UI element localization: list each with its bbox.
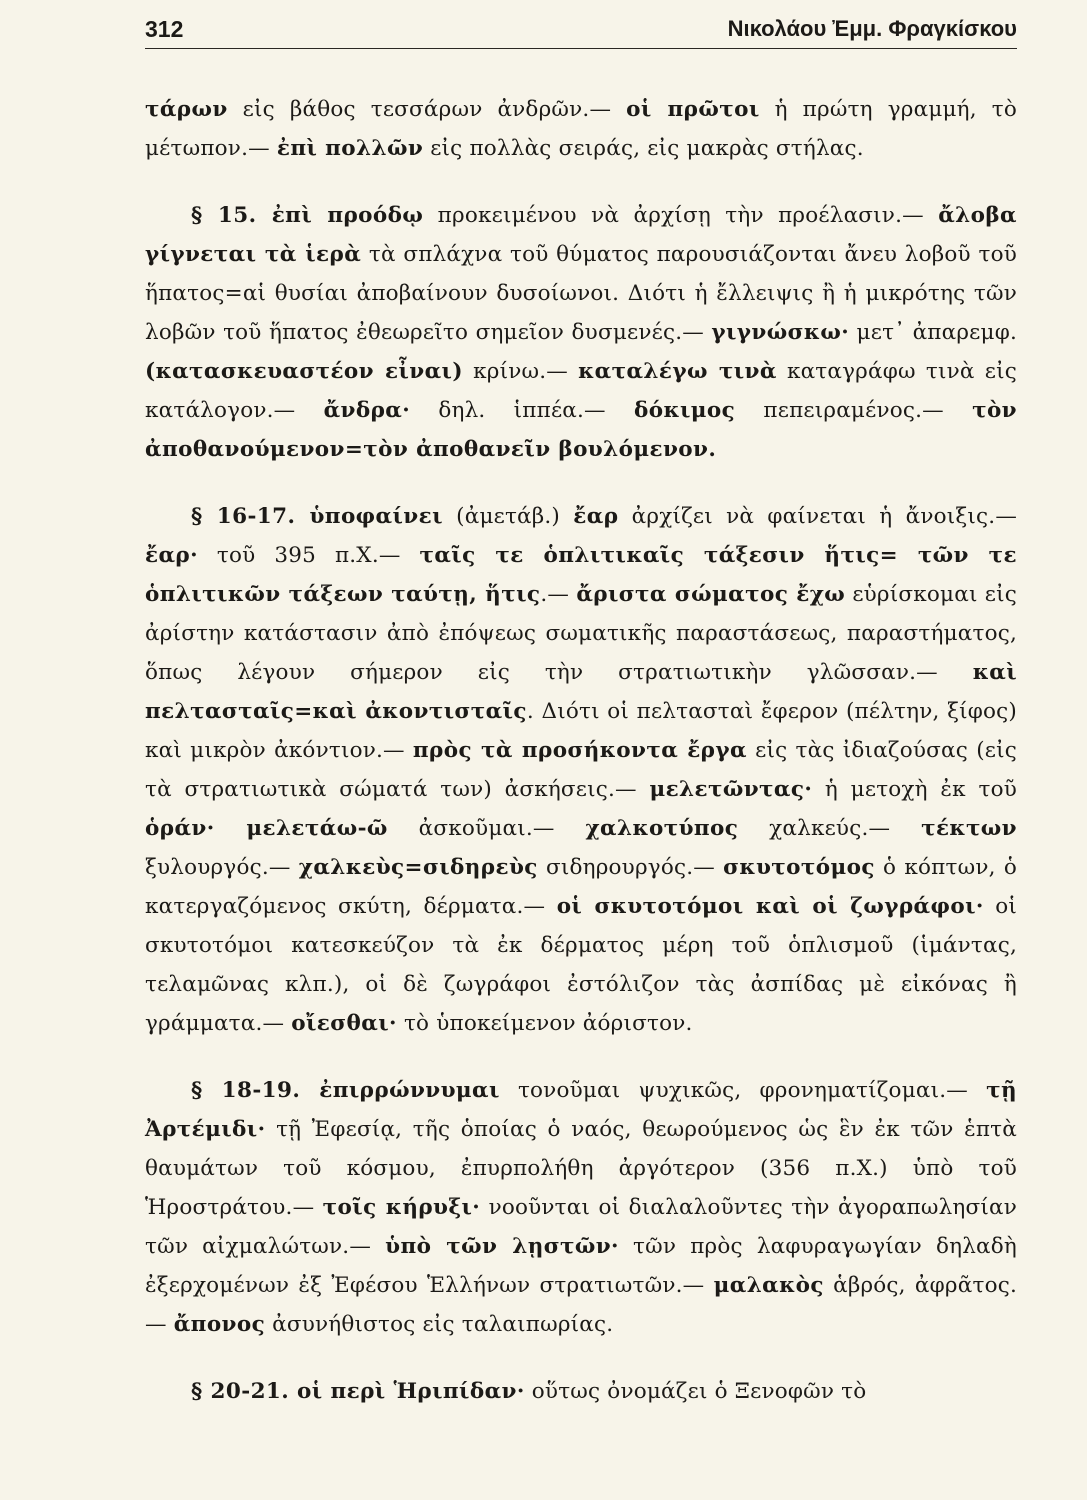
lemma-term: ἄπονος bbox=[173, 1312, 266, 1337]
lemma-term: ἄριστα σώματος ἔχω bbox=[576, 582, 846, 607]
gloss-text: πεπειραμένος.— bbox=[735, 398, 973, 423]
gloss-text: τονοῦμαι ψυχικῶς, φρονηματίζομαι.— bbox=[499, 1078, 987, 1103]
gloss-text: προκειμένου νὰ ἀρχίσῃ τὴν προέλασιν.— bbox=[423, 203, 939, 228]
lemma-term: § 15. ἐπὶ προόδῳ bbox=[191, 203, 424, 228]
gloss-text: ξυλουργός.— bbox=[145, 855, 299, 880]
lemma-term: πρὸς τὰ προσήκοντα ἔργα bbox=[412, 738, 747, 763]
lemma-term: χαλκεὺς=σιδηρεὺς bbox=[298, 855, 538, 880]
gloss-text: ἁβρός, ἀφρᾶτος.— bbox=[145, 1273, 1017, 1337]
page-number: 312 bbox=[145, 16, 184, 42]
gloss-text: κρίνω.— bbox=[462, 359, 579, 384]
running-head: Νικολάου Ἐμμ. Φραγκίσκου bbox=[727, 16, 1017, 41]
lemma-term: οἱ πρῶτοι bbox=[626, 97, 760, 122]
gloss-text: (ἀμετάβ.) bbox=[442, 504, 574, 529]
lemma-term: δόκιμος bbox=[634, 398, 736, 423]
gloss-text: ἀσκοῦμαι.— bbox=[387, 816, 586, 841]
lemma-term: § 16-17. ὑποφαίνει bbox=[191, 504, 443, 529]
gloss-text: εἰς βάθος τεσσάρων ἀνδρῶν.— bbox=[227, 97, 627, 122]
paragraph bbox=[145, 196, 1017, 469]
lemma-term: § 20-21. οἱ περὶ Ἡριπίδαν· bbox=[191, 1379, 525, 1404]
gloss-text: τῶν πρὸς λαφυραγωγίαν δηλαδὴ ἐξερχομένων ἐξ Ἐφέσου Ἑλλήνων στρατιωτῶν.— bbox=[145, 1234, 1017, 1298]
lemma-term: μελετῶντας· bbox=[649, 777, 813, 802]
gloss-text: εὑρίσκομαι εἰς ἀρίστην κατάστασιν ἀπὸ ἐπόψεως σωματικῆς παραστάσεως, παραστήματος, ὅπως λέγουν σήμερον εἰς τὴν στρατιωτικὴν γλῶσσαν.— bbox=[145, 582, 1017, 685]
gloss-text: εἰς τὰς ἰδιαζούσας (εἰς τὰ στρατιωτικὰ σώματά των) ἀσκήσεις.— bbox=[145, 738, 1017, 802]
lemma-term: ταῖς τε ὁπλιτικαῖς τάξεσιν ἥτις= τῶν τε ὁπλιτικῶν τάξεων ταύτῃ, ἥτις bbox=[145, 543, 1017, 607]
gloss-text: οἱ σκυτοτόμοι κατεσκεύζον τὰ ἐκ δέρματος μέρη τοῦ ὁπλισμοῦ (ἱμάντας, τελαμῶνας κλπ.), οἱ δὲ ζωγράφοι ἐστόλιζον τὰς ἀσπίδας μὲ εἰκόνας ἢ γράμματα.— bbox=[145, 894, 1017, 1036]
paragraph-gap bbox=[145, 1043, 1017, 1071]
lemma-term: τάρων bbox=[145, 97, 228, 122]
gloss-text: δηλ. ἱππέα.— bbox=[410, 398, 634, 423]
gloss-text: σιδηρουργός.— bbox=[537, 855, 724, 880]
lemma-term: χαλκοτύπος bbox=[585, 816, 739, 841]
paragraph bbox=[145, 90, 1017, 168]
lemma-term: ἔαρ· bbox=[145, 543, 198, 568]
gloss-text: ἡ μετοχὴ ἐκ τοῦ bbox=[812, 777, 1017, 802]
lemma-term: μαλακὸς bbox=[713, 1273, 824, 1298]
lemma-term: τὸν ἀποθανούμενον=τὸν ἀποθανεῖν βουλόμενον. bbox=[145, 398, 1018, 462]
lemma-term: ἄνδρα· bbox=[323, 398, 411, 423]
gloss-text: . Διότι οἱ πελτασταὶ ἔφερον (πέλτην, ξίφος) καὶ μικρὸν ἀκόντιον.— bbox=[145, 699, 1017, 763]
lemma-term: γιγνώσκω· bbox=[711, 320, 850, 345]
paragraph bbox=[145, 1372, 1017, 1411]
gloss-text: χαλκεύς.— bbox=[738, 816, 922, 841]
gloss-text: τῇ Ἐφεσίᾳ, τῆς ὁποίας ὁ ναός, θεωρούμενος ὡς ἓν ἐκ τῶν ἑπτὰ θαυμάτων τοῦ κόσμου, ἐπυρπολήθη ἀργότερον (356 π.Χ.) ὑπὸ τοῦ Ἡροστράτου.— bbox=[145, 1117, 1017, 1220]
lemma-term: καταλέγω τινὰ bbox=[578, 359, 777, 384]
gloss-text: .— bbox=[540, 582, 577, 607]
lemma-term: τῇ Ἀρτέμιδι· bbox=[145, 1078, 1018, 1142]
paragraph bbox=[145, 497, 1017, 1043]
gloss-text: τὸ ὑποκείμενον ἀόριστον. bbox=[396, 1011, 693, 1036]
gloss-text: νοοῦνται οἱ διαλαλοῦντες τὴν ἀγοραπωλησίαν τῶν αἰχμαλώτων.— bbox=[145, 1195, 1017, 1259]
gloss-text: καταγράφω τινὰ εἰς κατάλογον.— bbox=[145, 359, 1017, 423]
gloss-text: ἀρχίζει νὰ φαίνεται ἡ ἄνοιξις.— bbox=[618, 504, 1018, 529]
lemma-term: ἐπὶ πολλῶν bbox=[276, 136, 424, 161]
lemma-term: ὁράν· μελετάω-ῶ bbox=[145, 816, 388, 841]
lemma-term: (κατασκευαστέον εἶναι) bbox=[145, 359, 463, 384]
gloss-text: τοῦ 395 π.Χ.— bbox=[198, 543, 420, 568]
paragraph-gap bbox=[145, 168, 1017, 196]
gloss-text: μετ᾽ ἀπαρεμφ. bbox=[849, 320, 1017, 345]
lemma-term: οἴεσθαι· bbox=[291, 1011, 397, 1036]
gloss-text: εἰς πολλὰς σειράς, εἰς μακρὰς στήλας. bbox=[423, 136, 864, 161]
commentary-text bbox=[145, 90, 1017, 1411]
paragraph-gap bbox=[145, 469, 1017, 497]
lemma-term: § 18-19. ἐπιρρώννυμαι bbox=[191, 1078, 500, 1103]
lemma-term: ἄλοβα γίγνεται τὰ ἱερὰ bbox=[145, 203, 1017, 267]
gloss-text: οὕτως ὀνομάζει ὁ Ξενοφῶν τὸ bbox=[524, 1379, 867, 1404]
paragraph-gap bbox=[145, 1344, 1017, 1372]
lemma-term: σκυτοτόμος bbox=[723, 855, 875, 880]
lemma-term: καὶ πελτασταῖς=καὶ ἀκοντισταῖς bbox=[145, 660, 1017, 724]
page-header bbox=[145, 14, 1017, 49]
lemma-term: ἔαρ bbox=[573, 504, 619, 529]
gloss-text: ἀσυνήθιστος εἰς ταλαιπωρίας. bbox=[265, 1312, 614, 1337]
lemma-term: τέκτων bbox=[921, 816, 1017, 841]
lemma-term: ὑπὸ τῶν λῃστῶν· bbox=[385, 1234, 619, 1259]
gloss-text: ἡ πρώτη γραμμή, τὸ μέτωπον.— bbox=[145, 97, 1018, 161]
gloss-text: ὁ κόπτων, ὁ κατεργαζόμενος σκύτη, δέρματα.— bbox=[145, 855, 1017, 919]
lemma-term: οἱ σκυτοτόμοι καὶ οἱ ζωγράφοι· bbox=[556, 894, 984, 919]
lemma-term: τοῖς κήρυξι· bbox=[322, 1195, 481, 1220]
paragraph bbox=[145, 1071, 1017, 1344]
gloss-text: τὰ σπλάχνα τοῦ θύματος παρουσιάζονται ἄνευ λοβοῦ τοῦ ἥπατος=αἱ θυσίαι ἀποβαίνουν δυσοίωνοι. Διότι ἡ ἔλλειψις ἢ ἡ μικρότης τῶν λοβῶν τοῦ ἥπατος ἐθεωρεῖτο σημεῖον δυσμενές.— bbox=[145, 242, 1017, 345]
